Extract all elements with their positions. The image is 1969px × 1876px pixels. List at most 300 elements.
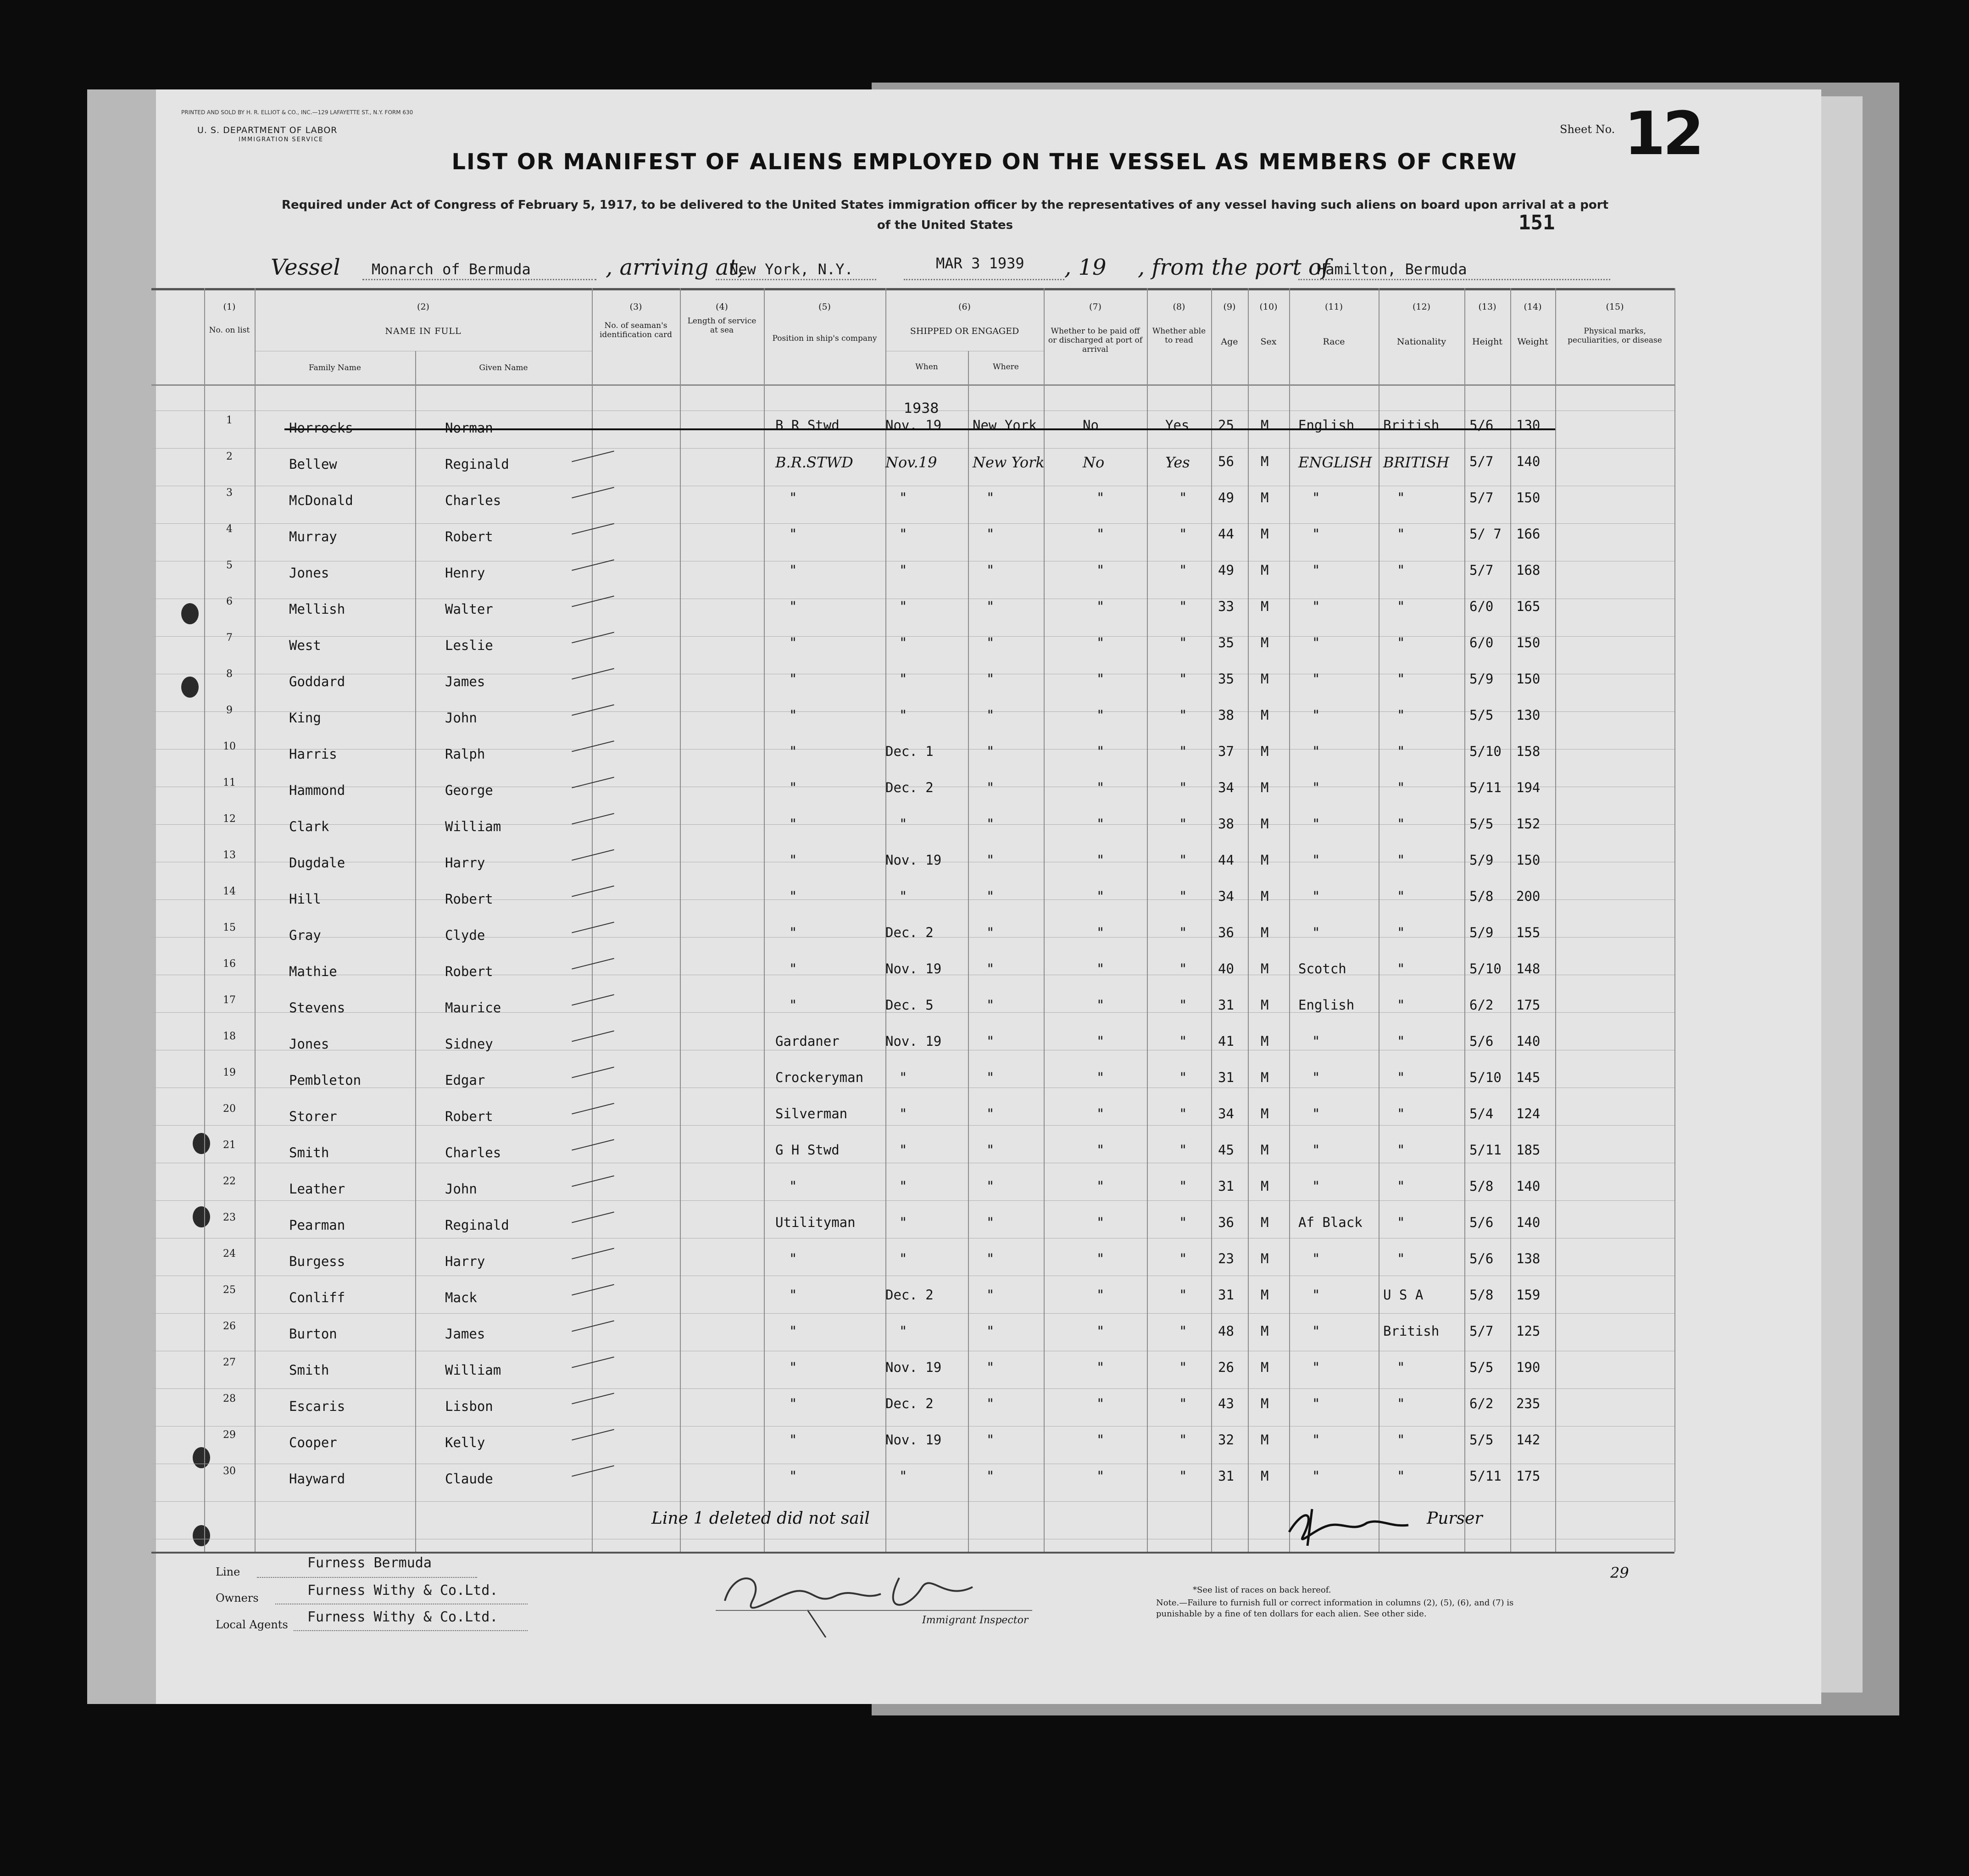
row-number: 26: [223, 1321, 236, 1332]
vessel-row: [0, 255, 1969, 282]
cell-weight: 185: [1516, 1142, 1541, 1158]
line-value: Furness Bermuda: [307, 1555, 432, 1571]
column-divider: [255, 288, 256, 1552]
cell-race: English: [1298, 997, 1355, 1013]
cell-age: 45: [1218, 1142, 1234, 1158]
cell-nationality: ": [1397, 780, 1405, 795]
cell-given: Kelly: [445, 1435, 485, 1450]
column-divider: [680, 288, 681, 1552]
column-header-physical-marks: Physical marks, peculiarities, or disease: [1568, 327, 1662, 345]
cell-when: Nov. 19: [885, 1432, 942, 1448]
cell-race: ": [1312, 1251, 1320, 1266]
row-number: 24: [223, 1248, 236, 1260]
cell-when: Dec. 2: [885, 1287, 934, 1303]
cell-weight: 130: [1516, 707, 1541, 723]
cell-weight: 130: [1516, 417, 1541, 433]
cell-race: ": [1312, 707, 1320, 723]
cell-age: 38: [1218, 816, 1234, 832]
cell-age: 31: [1218, 997, 1234, 1013]
cell-position: ": [789, 997, 797, 1013]
cell-race: ": [1312, 1178, 1320, 1194]
owners-value: Furness Withy & Co.Ltd.: [307, 1582, 498, 1598]
cell-nationality: BRITISH: [1383, 454, 1450, 471]
cell-race: ": [1312, 1323, 1320, 1339]
cell-nationality: ": [1397, 562, 1405, 578]
cell-read: ": [1179, 1033, 1187, 1049]
cell-weight: 148: [1516, 961, 1541, 977]
cell-family: Escaris: [289, 1399, 345, 1414]
cell-nationality: ": [1397, 1432, 1405, 1448]
row-number: 10: [223, 741, 236, 752]
cell-when: ": [899, 1215, 907, 1230]
cell-race: ": [1312, 490, 1320, 505]
cell-read: ": [1179, 1142, 1187, 1158]
cell-age: 35: [1218, 671, 1234, 687]
cell-when: Dec. 2: [885, 925, 934, 940]
cell-race: ": [1312, 1468, 1320, 1484]
cell-age: 56: [1218, 454, 1234, 469]
cell-read: ": [1179, 961, 1187, 977]
cell-sex: M: [1261, 1396, 1269, 1411]
cell-race: ": [1312, 1070, 1320, 1085]
cell-where: ": [986, 1033, 995, 1049]
cell-age: 43: [1218, 1396, 1234, 1411]
cell-given: Mack: [445, 1290, 477, 1305]
cell-where: ": [986, 635, 995, 650]
cell-height: 5/7: [1469, 490, 1494, 505]
cell-age: 44: [1218, 526, 1234, 542]
cell-read: ": [1179, 1287, 1187, 1303]
cell-age: 36: [1218, 925, 1234, 940]
cell-weight: 124: [1516, 1106, 1541, 1121]
column-number: (1): [223, 302, 236, 312]
cell-height: 5/5: [1469, 1432, 1494, 1448]
cell-given: George: [445, 783, 493, 798]
column-divider: [1555, 288, 1556, 1552]
date-underline: [904, 279, 1064, 280]
column-number: (10): [1259, 302, 1278, 312]
row-number: 20: [223, 1103, 236, 1115]
column-header-able-to-read: Whether able to read: [1152, 327, 1206, 345]
cell-paid: ": [1096, 1033, 1105, 1049]
cell-family: Jones: [289, 1036, 329, 1052]
races-note: *See list of races on back hereof.: [1193, 1585, 1331, 1595]
cell-nationality: ": [1397, 1251, 1405, 1266]
cell-where: ": [986, 1323, 995, 1339]
cell-position: Gardaner: [775, 1033, 840, 1049]
column-header-weight: Weight: [1517, 337, 1548, 347]
binder-hole-icon: [193, 1133, 210, 1154]
cell-weight: 175: [1516, 997, 1541, 1013]
cell-family: Murray: [289, 529, 337, 544]
deleted-line-note: Line 1 deleted did not sail: [651, 1509, 870, 1528]
cell-family: Hammond: [289, 783, 345, 798]
cell-family: Burgess: [289, 1254, 345, 1269]
cell-where: New York: [973, 454, 1045, 471]
cell-given: James: [445, 674, 485, 689]
cell-age: 37: [1218, 744, 1234, 759]
cell-given: William: [445, 819, 501, 834]
column-divider: [764, 288, 765, 1552]
table-bottom-rule: [151, 1552, 1674, 1554]
cell-paid: ": [1096, 1070, 1105, 1085]
cell-sex: M: [1261, 744, 1269, 759]
cell-read: ": [1179, 997, 1187, 1013]
cell-where: ": [986, 1287, 995, 1303]
cell-sex: M: [1261, 1323, 1269, 1339]
cell-family: King: [289, 710, 321, 726]
year-note: 1938: [904, 400, 939, 416]
cell-given: John: [445, 1181, 477, 1197]
cell-where: ": [986, 1215, 995, 1230]
cell-height: 5/7: [1469, 562, 1494, 578]
cell-sex: M: [1261, 1033, 1269, 1049]
column-divider: [204, 288, 205, 1552]
cell-given: Reginald: [445, 456, 509, 472]
cell-age: 44: [1218, 852, 1234, 868]
cell-position: ": [789, 1468, 797, 1484]
cell-read: ": [1179, 1360, 1187, 1375]
cell-read: ": [1179, 562, 1187, 578]
cell-read: ": [1179, 816, 1187, 832]
cell-height: 6/0: [1469, 635, 1494, 650]
cell-sex: M: [1261, 562, 1269, 578]
cell-when: Nov. 19: [885, 961, 942, 977]
cell-given: Robert: [445, 529, 493, 544]
cell-weight: 125: [1516, 1323, 1541, 1339]
cell-weight: 150: [1516, 852, 1541, 868]
cell-paid: ": [1096, 562, 1105, 578]
inspector-underline: [716, 1610, 1032, 1611]
cell-given: Walter: [445, 601, 493, 617]
cell-where: ": [986, 562, 995, 578]
column-header-race: Race: [1323, 337, 1345, 347]
column-divider: [1464, 288, 1465, 1552]
cell-race: ": [1312, 1287, 1320, 1303]
column-divider: [1147, 288, 1148, 1552]
cell-race: ": [1312, 1396, 1320, 1411]
cell-where: ": [986, 599, 995, 614]
cell-race: ": [1312, 635, 1320, 650]
agents-label: Local Agents: [216, 1618, 288, 1631]
cell-paid: ": [1096, 1432, 1105, 1448]
cell-height: 5/9: [1469, 852, 1494, 868]
row-number: 28: [223, 1393, 236, 1404]
page-subtitle: Required under Act of Congress of February 5, 1917, to be delivered to the United States immigration officer by the representatives of any vessel having such aliens on board upon arrival at a port of the United States: [281, 198, 1609, 232]
cell-paid: ": [1096, 816, 1105, 832]
cell-nationality: ": [1397, 1033, 1405, 1049]
row-number: 1: [226, 415, 233, 426]
cell-position: ": [789, 1432, 797, 1448]
cell-nationality: ": [1397, 1070, 1405, 1085]
cell-when: ": [899, 671, 907, 687]
cell-position: ": [789, 852, 797, 868]
cell-when: ": [899, 490, 907, 505]
cell-age: 49: [1218, 490, 1234, 505]
cell-where: ": [986, 490, 995, 505]
cell-weight: 200: [1516, 888, 1541, 904]
cell-sex: M: [1261, 454, 1269, 469]
cell-when: ": [899, 1251, 907, 1266]
cell-weight: 175: [1516, 1468, 1541, 1484]
cell-nationality: ": [1397, 1468, 1405, 1484]
cell-when: Nov.19: [885, 454, 937, 471]
sheet-number: 12: [1624, 99, 1702, 168]
cell-family: Stevens: [289, 1000, 345, 1016]
cell-position: Utilityman: [775, 1215, 856, 1230]
cell-read: ": [1179, 1251, 1187, 1266]
column-number: (9): [1223, 302, 1236, 312]
cell-race: ": [1312, 1142, 1320, 1158]
row-number: 30: [223, 1465, 236, 1477]
cell-nationality: U S A: [1383, 1287, 1424, 1303]
cell-when: Nov. 19: [885, 1360, 942, 1375]
cell-paid: ": [1096, 780, 1105, 795]
cell-nationality: ": [1397, 816, 1405, 832]
cell-age: 34: [1218, 1106, 1234, 1121]
cell-family: Pearman: [289, 1217, 345, 1233]
cell-given: John: [445, 710, 477, 726]
cell-weight: 150: [1516, 671, 1541, 687]
cell-height: 5/11: [1469, 1142, 1502, 1158]
cell-paid: ": [1096, 961, 1105, 977]
cell-sex: M: [1261, 526, 1269, 542]
row-number: 12: [223, 813, 236, 825]
cell-position: ": [789, 671, 797, 687]
cell-weight: 150: [1516, 635, 1541, 650]
cell-sex: M: [1261, 1360, 1269, 1375]
column-header-family-name: Family Name: [309, 363, 361, 372]
cell-where: ": [986, 925, 995, 940]
cell-age: 34: [1218, 780, 1234, 795]
cell-read: ": [1179, 1070, 1187, 1085]
row-number: 2: [226, 451, 233, 462]
cell-paid: ": [1096, 671, 1105, 687]
cell-when: ": [899, 635, 907, 650]
sheet-number-label: Sheet No.: [1560, 123, 1615, 136]
cell-position: ": [789, 925, 797, 940]
row-number: 13: [223, 849, 236, 861]
cell-family: Jones: [289, 565, 329, 581]
column-header-where: Where: [993, 362, 1019, 372]
binding-strip: [87, 89, 156, 1704]
row-number: 4: [226, 523, 233, 535]
cell-nationality: ": [1397, 490, 1405, 505]
cell-paid: ": [1096, 1142, 1105, 1158]
cell-weight: 140: [1516, 1215, 1541, 1230]
cell-age: 33: [1218, 599, 1234, 614]
cell-position: ": [789, 562, 797, 578]
cell-nationality: ": [1397, 1396, 1405, 1411]
cell-when: Nov. 19: [885, 1033, 942, 1049]
cell-family: Storer: [289, 1109, 337, 1124]
cell-age: 41: [1218, 1033, 1234, 1049]
row-number: 29: [223, 1429, 236, 1441]
column-header-when: When: [915, 362, 938, 372]
cell-age: 48: [1218, 1323, 1234, 1339]
cell-family: Pembleton: [289, 1072, 362, 1088]
cell-position: Silverman: [775, 1106, 848, 1121]
cell-height: 6/2: [1469, 997, 1494, 1013]
cell-read: ": [1179, 744, 1187, 759]
cell-sex: M: [1261, 490, 1269, 505]
row-number: 22: [223, 1176, 236, 1187]
printer-imprint: PRINTED AND SOLD BY H. R. ELLIOT & CO., INC.—129 LAFAYETTE ST., N.Y. FORM 630: [181, 109, 413, 116]
cell-paid: ": [1096, 997, 1105, 1013]
cell-position: ": [789, 1360, 797, 1375]
cell-race: ": [1312, 744, 1320, 759]
cell-race: ": [1312, 526, 1320, 542]
cell-paid: ": [1096, 1215, 1105, 1230]
cell-given: Norman: [445, 420, 493, 436]
cell-family: McDonald: [289, 493, 353, 508]
cell-weight: 142: [1516, 1432, 1541, 1448]
cell-weight: 155: [1516, 925, 1541, 940]
cell-sex: M: [1261, 707, 1269, 723]
column-number: (8): [1173, 302, 1185, 312]
cell-height: 5/6: [1469, 1251, 1494, 1266]
cell-where: ": [986, 961, 995, 977]
row-number: 8: [226, 668, 233, 680]
cell-race: English: [1298, 417, 1355, 433]
cell-position: ": [789, 599, 797, 614]
cell-age: 35: [1218, 635, 1234, 650]
cell-position: Crockeryman: [775, 1070, 864, 1085]
row-rule: [151, 523, 1674, 524]
cell-nationality: ": [1397, 925, 1405, 940]
cell-family: West: [289, 638, 321, 653]
cell-position: B R Stwd: [775, 417, 840, 433]
cell-when: ": [899, 1106, 907, 1121]
row-rule: [151, 1125, 1674, 1126]
row-number: 6: [226, 596, 233, 607]
cell-nationality: ": [1397, 707, 1405, 723]
from-underline: [1298, 279, 1610, 280]
cell-when: ": [899, 1178, 907, 1194]
column-header-id-card: No. of seaman's identification card: [599, 321, 673, 339]
cell-weight: 194: [1516, 780, 1541, 795]
cell-family: Smith: [289, 1145, 329, 1160]
cell-height: 5/4: [1469, 1106, 1494, 1121]
inspector-label: Immigrant Inspector: [922, 1615, 1029, 1626]
cell-sex: M: [1261, 1432, 1269, 1448]
stamp-number: 151: [1518, 211, 1555, 234]
cell-paid: ": [1096, 526, 1105, 542]
cell-where: ": [986, 816, 995, 832]
column-divider: [415, 351, 416, 1552]
cell-read: ": [1179, 599, 1187, 614]
column-header-service-length: Length of service at sea: [687, 316, 756, 335]
cell-age: 38: [1218, 707, 1234, 723]
cell-read: ": [1179, 1178, 1187, 1194]
cell-read: ": [1179, 671, 1187, 687]
cell-sex: M: [1261, 780, 1269, 795]
cell-race: ": [1312, 562, 1320, 578]
cell-weight: 190: [1516, 1360, 1541, 1375]
page-number: 29: [1610, 1564, 1629, 1582]
cell-read: Yes: [1165, 417, 1190, 433]
cell-family: Horrocks: [289, 420, 353, 436]
cell-sex: M: [1261, 925, 1269, 940]
row-rule: [151, 824, 1674, 825]
cell-where: ": [986, 1251, 995, 1266]
year-label: , 19: [1064, 255, 1107, 280]
cell-age: 36: [1218, 1215, 1234, 1230]
cell-family: Leather: [289, 1181, 345, 1197]
cell-position: B.R.STWD: [775, 454, 853, 471]
cell-age: 23: [1218, 1251, 1234, 1266]
cell-nationality: ": [1397, 526, 1405, 542]
cell-race: ": [1312, 671, 1320, 687]
cell-race: Af Black: [1298, 1215, 1363, 1230]
from-port-label: , from the port of: [1138, 255, 1330, 280]
cell-sex: M: [1261, 671, 1269, 687]
cell-sex: M: [1261, 417, 1269, 433]
column-number: (12): [1412, 302, 1430, 312]
cell-read: ": [1179, 852, 1187, 868]
arriving-port: New York, N.Y.: [729, 261, 853, 278]
cell-family: Hill: [289, 891, 321, 907]
column-divider: [1674, 288, 1675, 1552]
cell-when: ": [899, 707, 907, 723]
cell-nationality: ": [1397, 888, 1405, 904]
cell-paid: ": [1096, 1396, 1105, 1411]
column-number: (6): [958, 302, 971, 312]
cell-when: ": [899, 816, 907, 832]
binder-hole-icon: [181, 603, 199, 624]
cell-when: ": [899, 562, 907, 578]
column-number: (7): [1089, 302, 1101, 312]
cell-position: G H Stwd: [775, 1142, 840, 1158]
cell-family: Harris: [289, 746, 337, 762]
row-number: 15: [223, 922, 236, 933]
row-number: 21: [223, 1139, 236, 1151]
cell-position: ": [789, 1287, 797, 1303]
cell-when: Dec. 5: [885, 997, 934, 1013]
cell-age: 31: [1218, 1287, 1234, 1303]
column-divider: [1289, 288, 1290, 1552]
cell-position: ": [789, 707, 797, 723]
cell-family: Conliff: [289, 1290, 345, 1305]
cell-height: 5/10: [1469, 961, 1502, 977]
cell-height: 5/11: [1469, 780, 1502, 795]
cell-given: Harry: [445, 855, 485, 871]
row-rule: [151, 1388, 1674, 1389]
cell-family: Clark: [289, 819, 329, 834]
cell-family: Dugdale: [289, 855, 345, 871]
cell-height: 5/8: [1469, 888, 1494, 904]
cell-weight: 168: [1516, 562, 1541, 578]
row-rule: [151, 1501, 1674, 1502]
cell-where: ": [986, 744, 995, 759]
cell-nationality: ": [1397, 635, 1405, 650]
cell-where: ": [986, 1106, 995, 1121]
cell-race: ": [1312, 925, 1320, 940]
line-underline: [257, 1577, 477, 1578]
cell-read: ": [1179, 707, 1187, 723]
agents-underline: [294, 1630, 528, 1631]
cell-given: Lisbon: [445, 1399, 493, 1414]
row-number: 18: [223, 1031, 236, 1042]
cell-given: Leslie: [445, 638, 493, 653]
cell-height: 5/8: [1469, 1178, 1494, 1194]
cell-given: James: [445, 1326, 485, 1342]
cell-height: 5/10: [1469, 1070, 1502, 1085]
row-number: 9: [226, 705, 233, 716]
cell-given: Edgar: [445, 1072, 485, 1088]
column-divider: [1044, 288, 1045, 1552]
cell-position: ": [789, 490, 797, 505]
